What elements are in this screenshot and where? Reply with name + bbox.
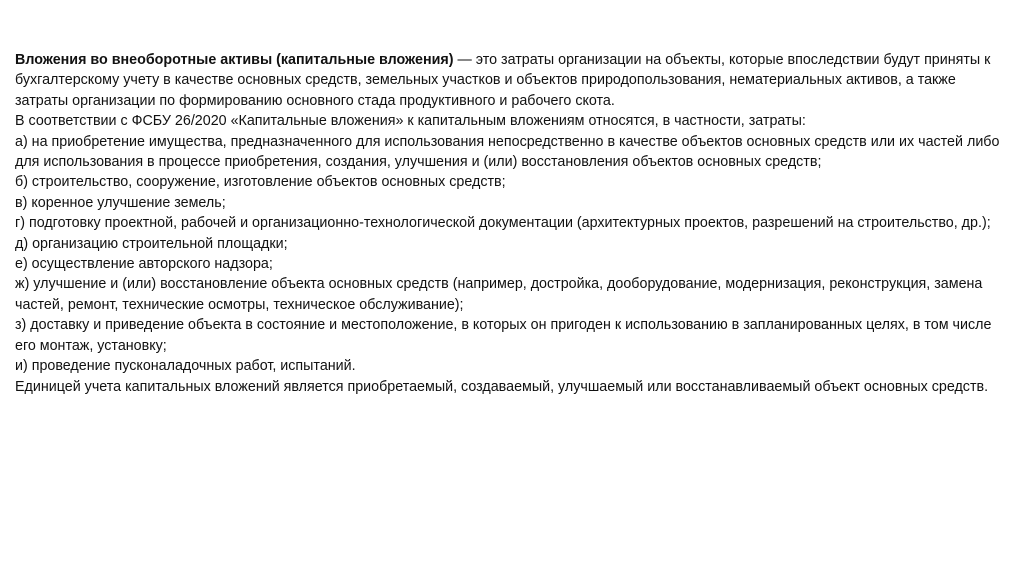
- list-item-d: д) организацию строительной площадки;: [15, 235, 288, 252]
- slide-text: [15, 50, 1010, 397]
- definition-term: Вложения во внеоборотные активы (капитальные вложения): [15, 52, 454, 68]
- list-item-z: з) доставку и приведение объекта в состояние и местоположение, в которых он пригоден к использованию в запланированных целях, в том числе его монтаж, установку;: [15, 317, 992, 354]
- list-item-g: г) подготовку проектной, рабочей и организационно-технологической документации (архитектурных проектов, разрешений на строительство, др.);: [15, 215, 991, 232]
- intro-paragraph: В соответствии с ФСБУ 26/2020 «Капитальные вложения» к капитальным вложениям относятся, в частности, затраты:: [15, 113, 806, 130]
- definition-paragraph: [15, 50, 1010, 111]
- list-item-zh: ж) улучшение и (или) восстановление объекта основных средств (например, достройка, дооборудование, модернизация, реконструкция, замена частей, ремонт, технические осмотры, техническое обслуживание);: [15, 276, 983, 313]
- definition-text: — это затраты организации на объекты, которые впоследствии будут приняты к бухгалтерскому учету в качестве основных средств, земельных участков и объектов природопользования, нематериальных активов, а также затраты организации по формированию основного стада продуктивного и рабочего скота.: [15, 52, 991, 109]
- list-item-v: в) коренное улучшение земель;: [15, 194, 226, 211]
- list-item-e: е) осуществление авторского надзора;: [15, 256, 273, 273]
- closing-paragraph: Единицей учета капитальных вложений является приобретаемый, создаваемый, улучшаемый или восстанавливаемый объект основных средств.: [15, 378, 989, 395]
- list-item-b: б) строительство, сооружение, изготовление объектов основных средств;: [15, 174, 506, 191]
- list-item-a: а) на приобретение имущества, предназначенного для использования непосредственно в качестве объектов основных средств или их частей либо для использования в процессе приобретения, создания, улучшения и (или) восстановления объектов основных средств;: [15, 133, 1000, 171]
- list-item-i: и) проведение пусконаладочных работ, испытаний.: [15, 358, 356, 375]
